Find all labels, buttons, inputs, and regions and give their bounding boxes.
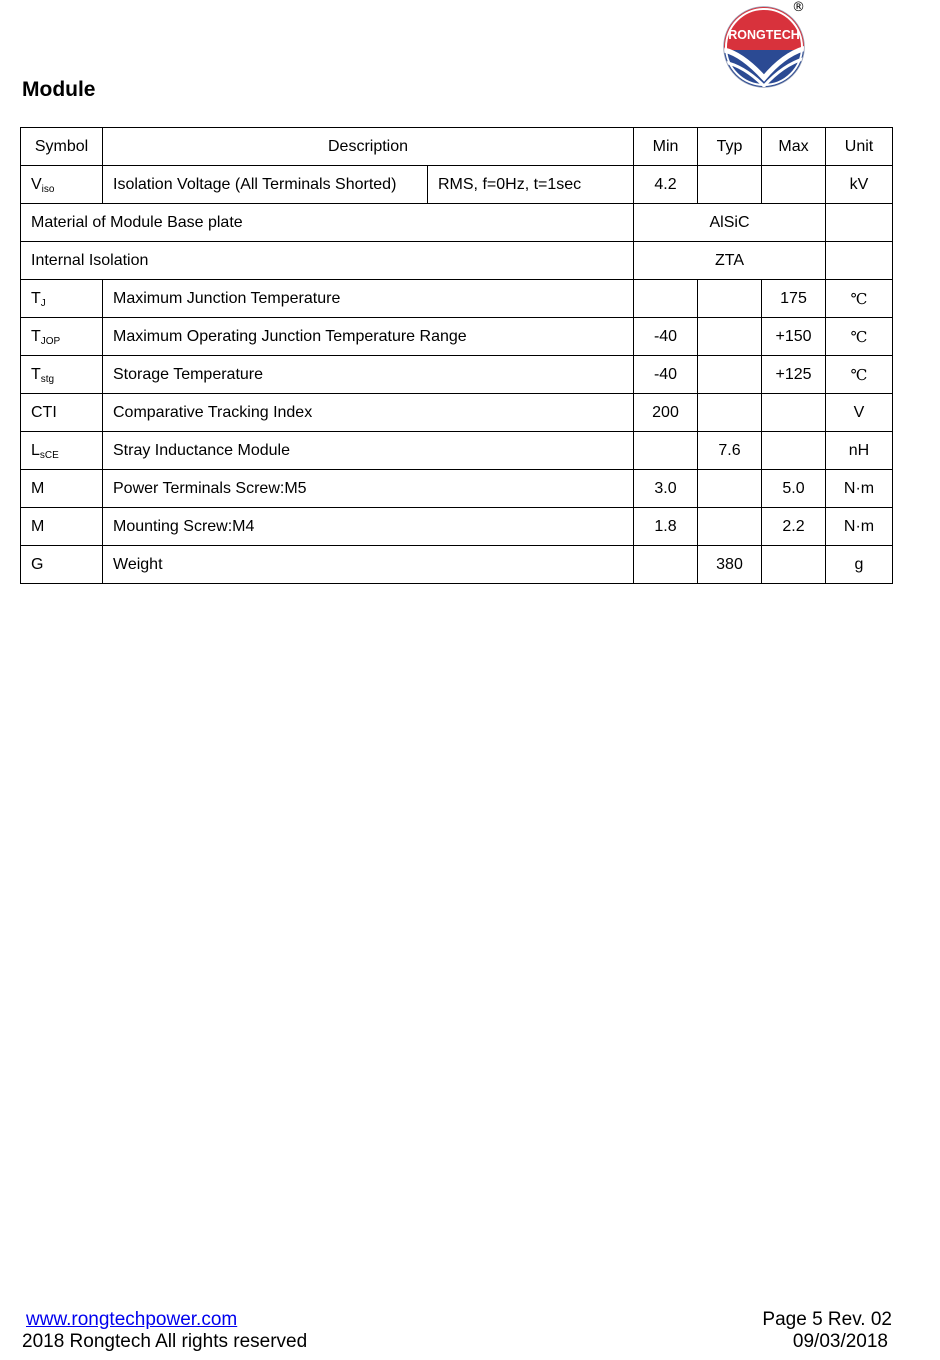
typ-cell (698, 356, 762, 394)
unit-cell: V (826, 394, 893, 432)
table-header-row (21, 128, 893, 166)
unit-cell: N·m (826, 508, 893, 546)
max-cell: 2.2 (762, 508, 826, 546)
table-row (21, 546, 893, 584)
description-cell: Storage Temperature (103, 356, 634, 394)
min-cell: 3.0 (634, 470, 698, 508)
description-cell: Comparative Tracking Index (103, 394, 634, 432)
unit-cell: g (826, 546, 893, 584)
description-cell: Weight (103, 546, 634, 584)
symbol-cell: M (21, 470, 103, 508)
header-max: Max (762, 128, 826, 166)
symbol-cell: M (21, 508, 103, 546)
description-cell: Isolation Voltage (All Terminals Shorted) (103, 166, 428, 204)
description-cell: Internal Isolation (21, 242, 634, 280)
unit-cell: nH (826, 432, 893, 470)
typ-cell (698, 508, 762, 546)
symbol-cell: $T_{JOP}$ (21, 318, 103, 356)
table-row (21, 356, 893, 394)
table-row (21, 394, 893, 432)
max-cell (762, 546, 826, 584)
header-typ: Typ (698, 128, 762, 166)
header-symbol: Symbol (21, 128, 103, 166)
value-cell: AlSiC (634, 204, 826, 242)
description-cell: Material of Module Base plate (21, 204, 634, 242)
max-cell: +150 (762, 318, 826, 356)
unit-cell: kV (826, 166, 893, 204)
section-title: Module (22, 78, 96, 101)
table-row (21, 318, 893, 356)
document-date: 09/03/2018 (792, 1331, 888, 1352)
condition-cell: RMS, f=0Hz, t=1sec (428, 166, 634, 204)
value-cell: ZTA (634, 242, 826, 280)
logo-emblem-icon (722, 4, 812, 90)
min-cell: 1.8 (634, 508, 698, 546)
max-cell (762, 166, 826, 204)
description-cell: Mounting Screw:M4 (103, 508, 634, 546)
table-row (21, 280, 893, 318)
unit-cell: N·m (826, 470, 893, 508)
description-cell: Stray Inductance Module (103, 432, 634, 470)
typ-cell (698, 318, 762, 356)
table-row (21, 508, 893, 546)
module-specs-table (20, 127, 893, 584)
min-cell: -40 (634, 318, 698, 356)
symbol-cell: $T_{stg}$ (21, 356, 103, 394)
table-row (21, 470, 893, 508)
table-row (21, 242, 893, 280)
max-cell: 175 (762, 280, 826, 318)
typ-cell (698, 280, 762, 318)
unit-cell: ℃ (826, 280, 893, 318)
unit-cell (826, 242, 893, 280)
unit-cell (826, 204, 893, 242)
max-cell: 5.0 (762, 470, 826, 508)
symbol-cell: $L_{sCE}$ (21, 432, 103, 470)
max-cell: +125 (762, 356, 826, 394)
typ-cell (698, 166, 762, 204)
header-unit: Unit (826, 128, 893, 166)
company-logo (722, 4, 812, 90)
registered-mark: ® (792, 0, 805, 15)
min-cell (634, 546, 698, 584)
symbol-cell: G (21, 546, 103, 584)
min-cell (634, 280, 698, 318)
logo-text: RONGTECH (728, 28, 800, 42)
typ-cell (698, 394, 762, 432)
description-cell: Maximum Operating Junction Temperature Range (103, 318, 634, 356)
typ-cell: 7.6 (698, 432, 762, 470)
typ-cell (698, 470, 762, 508)
page-revision: Page 5 Rev. 02 (762, 1309, 892, 1330)
symbol-cell: $V_{iso}$ (21, 166, 103, 204)
symbol-cell: CTI (21, 394, 103, 432)
description-cell: Maximum Junction Temperature (103, 280, 634, 318)
copyright-text: 2018 Rongtech All rights reserved (22, 1331, 308, 1352)
website-link[interactable]: www.rongtechpower.com (26, 1309, 238, 1330)
unit-cell: ℃ (826, 356, 893, 394)
min-cell: 200 (634, 394, 698, 432)
min-cell: -40 (634, 356, 698, 394)
unit-cell: ℃ (826, 318, 893, 356)
table-row (21, 204, 893, 242)
max-cell (762, 432, 826, 470)
min-cell: 4.2 (634, 166, 698, 204)
table-row (21, 166, 893, 204)
typ-cell: 380 (698, 546, 762, 584)
table-row (21, 432, 893, 470)
header-min: Min (634, 128, 698, 166)
header-description: Description (103, 128, 634, 166)
min-cell (634, 432, 698, 470)
description-cell: Power Terminals Screw:M5 (103, 470, 634, 508)
symbol-cell: $T_J$ (21, 280, 103, 318)
max-cell (762, 394, 826, 432)
